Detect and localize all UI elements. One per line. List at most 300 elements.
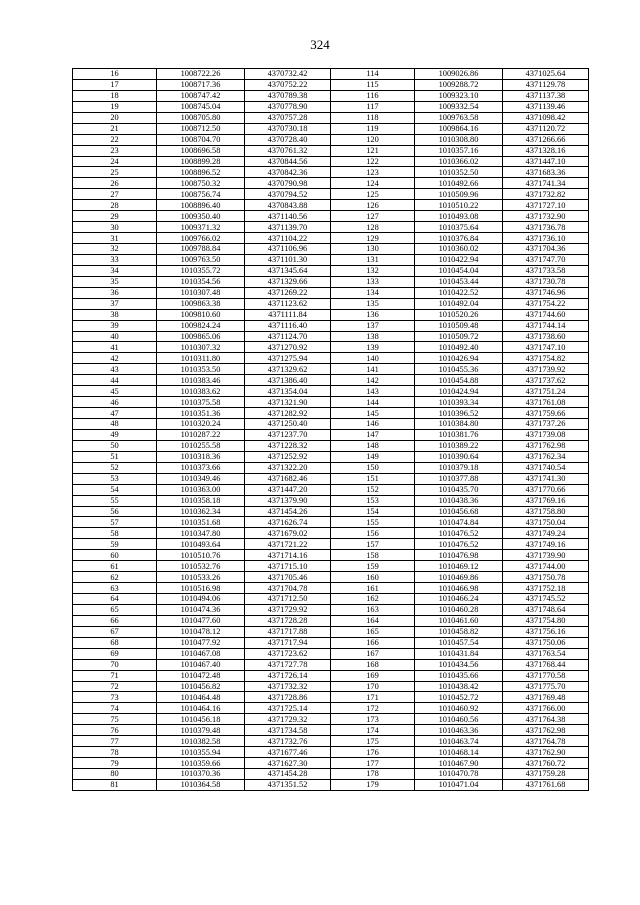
y-coordinate-right: 4371746.96 xyxy=(503,287,589,298)
x-coordinate-right: 1010474.84 xyxy=(415,517,503,528)
x-coordinate-left: 1010456.82 xyxy=(157,681,245,692)
y-coordinate-left: 4371717.94 xyxy=(245,637,331,648)
x-coordinate-left: 1010358.18 xyxy=(157,495,245,506)
y-coordinate-left: 4371715.10 xyxy=(245,561,331,572)
table-row xyxy=(73,714,589,725)
point-number-left: 40 xyxy=(73,331,157,342)
y-coordinate-left: 4371732.76 xyxy=(245,736,331,747)
x-coordinate-left: 1010320.24 xyxy=(157,419,245,430)
y-coordinate-left: 4370843.88 xyxy=(245,200,331,211)
y-coordinate-left: 4371454.28 xyxy=(245,769,331,780)
x-coordinate-left: 1010472.48 xyxy=(157,670,245,681)
y-coordinate-left: 4371734.58 xyxy=(245,725,331,736)
x-coordinate-left: 1010383.62 xyxy=(157,386,245,397)
x-coordinate-left: 1010354.56 xyxy=(157,276,245,287)
x-coordinate-right: 1010360.02 xyxy=(415,244,503,255)
point-number-left: 59 xyxy=(73,539,157,550)
x-coordinate-left: 1008899.28 xyxy=(157,156,245,167)
table-row xyxy=(73,222,589,233)
table-row xyxy=(73,517,589,528)
point-number-left: 73 xyxy=(73,692,157,703)
table-row xyxy=(73,615,589,626)
x-coordinate-left: 1008696.58 xyxy=(157,145,245,156)
table-row xyxy=(73,539,589,550)
point-number-left: 33 xyxy=(73,254,157,265)
y-coordinate-right: 4371683.36 xyxy=(503,167,589,178)
x-coordinate-right: 1010455.36 xyxy=(415,364,503,375)
x-coordinate-left: 1010287.22 xyxy=(157,429,245,440)
y-coordinate-left: 4370842.36 xyxy=(245,167,331,178)
x-coordinate-left: 1009766.02 xyxy=(157,233,245,244)
table-row xyxy=(73,419,589,430)
x-coordinate-right: 1010431.84 xyxy=(415,648,503,659)
y-coordinate-right: 4371769.48 xyxy=(503,692,589,703)
y-coordinate-left: 4371354.04 xyxy=(245,386,331,397)
x-coordinate-left: 1010351.68 xyxy=(157,517,245,528)
point-number-left: 41 xyxy=(73,342,157,353)
table-row xyxy=(73,69,589,80)
x-coordinate-right: 1009864.16 xyxy=(415,123,503,134)
x-coordinate-left: 1008722.26 xyxy=(157,69,245,80)
point-number-right: 151 xyxy=(331,473,415,484)
point-number-left: 23 xyxy=(73,145,157,156)
x-coordinate-left: 1010355.94 xyxy=(157,747,245,758)
point-number-left: 74 xyxy=(73,703,157,714)
y-coordinate-left: 4371275.94 xyxy=(245,353,331,364)
x-coordinate-right: 1010426.94 xyxy=(415,353,503,364)
point-number-right: 158 xyxy=(331,550,415,561)
point-number-right: 139 xyxy=(331,342,415,353)
point-number-left: 30 xyxy=(73,222,157,233)
x-coordinate-left: 1010355.72 xyxy=(157,265,245,276)
x-coordinate-right: 1010452.72 xyxy=(415,692,503,703)
point-number-right: 137 xyxy=(331,320,415,331)
y-coordinate-left: 4371714.16 xyxy=(245,550,331,561)
y-coordinate-right: 4371730.78 xyxy=(503,276,589,287)
x-coordinate-right: 1010469.12 xyxy=(415,561,503,572)
point-number-right: 174 xyxy=(331,725,415,736)
point-number-left: 43 xyxy=(73,364,157,375)
y-coordinate-left: 4370844.56 xyxy=(245,156,331,167)
y-coordinate-left: 4371626.74 xyxy=(245,517,331,528)
x-coordinate-right: 1009323.10 xyxy=(415,90,503,101)
table-row xyxy=(73,506,589,517)
point-number-right: 141 xyxy=(331,364,415,375)
x-coordinate-left: 1010347.80 xyxy=(157,528,245,539)
x-coordinate-right: 1010422.94 xyxy=(415,254,503,265)
x-coordinate-right: 1010493.08 xyxy=(415,211,503,222)
table-row xyxy=(73,276,589,287)
point-number-left: 65 xyxy=(73,604,157,615)
y-coordinate-right: 4371762.90 xyxy=(503,747,589,758)
y-coordinate-right: 4371752.18 xyxy=(503,583,589,594)
point-number-right: 135 xyxy=(331,298,415,309)
x-coordinate-left: 1010362.34 xyxy=(157,506,245,517)
y-coordinate-right: 4371770.66 xyxy=(503,484,589,495)
table-row xyxy=(73,648,589,659)
x-coordinate-left: 1010318.36 xyxy=(157,451,245,462)
point-number-right: 162 xyxy=(331,594,415,605)
point-number-left: 20 xyxy=(73,112,157,123)
y-coordinate-left: 4371721.22 xyxy=(245,539,331,550)
y-coordinate-left: 4370732.42 xyxy=(245,69,331,80)
point-number-right: 152 xyxy=(331,484,415,495)
y-coordinate-left: 4371679.02 xyxy=(245,528,331,539)
table-row xyxy=(73,626,589,637)
table-row xyxy=(73,747,589,758)
y-coordinate-right: 4371025.64 xyxy=(503,69,589,80)
point-number-left: 79 xyxy=(73,758,157,769)
point-number-right: 167 xyxy=(331,648,415,659)
y-coordinate-left: 4370761.32 xyxy=(245,145,331,156)
table-row xyxy=(73,79,589,90)
x-coordinate-left: 1010533.26 xyxy=(157,572,245,583)
y-coordinate-right: 4371759.28 xyxy=(503,769,589,780)
y-coordinate-left: 4371321.90 xyxy=(245,397,331,408)
x-coordinate-right: 1010476.98 xyxy=(415,550,503,561)
x-coordinate-left: 1010464.16 xyxy=(157,703,245,714)
point-number-left: 67 xyxy=(73,626,157,637)
y-coordinate-right: 4371120.72 xyxy=(503,123,589,134)
table-row xyxy=(73,550,589,561)
x-coordinate-right: 1010476.52 xyxy=(415,539,503,550)
table-row xyxy=(73,408,589,419)
point-number-right: 122 xyxy=(331,156,415,167)
point-number-left: 58 xyxy=(73,528,157,539)
x-coordinate-right: 1010466.98 xyxy=(415,583,503,594)
x-coordinate-right: 1010460.28 xyxy=(415,604,503,615)
y-coordinate-right: 4371763.54 xyxy=(503,648,589,659)
table-row xyxy=(73,287,589,298)
x-coordinate-left: 1010464.48 xyxy=(157,692,245,703)
y-coordinate-left: 4371282.92 xyxy=(245,408,331,419)
point-number-left: 54 xyxy=(73,484,157,495)
x-coordinate-left: 1009863.38 xyxy=(157,298,245,309)
y-coordinate-left: 4371454.26 xyxy=(245,506,331,517)
y-coordinate-left: 4371106.96 xyxy=(245,244,331,255)
y-coordinate-right: 4371704.36 xyxy=(503,244,589,255)
point-number-right: 145 xyxy=(331,408,415,419)
table-row xyxy=(73,156,589,167)
point-number-right: 117 xyxy=(331,101,415,112)
y-coordinate-left: 4371725.14 xyxy=(245,703,331,714)
y-coordinate-right: 4371758.80 xyxy=(503,506,589,517)
x-coordinate-left: 1010353.50 xyxy=(157,364,245,375)
table-row xyxy=(73,298,589,309)
y-coordinate-left: 4371111.84 xyxy=(245,309,331,320)
point-number-left: 72 xyxy=(73,681,157,692)
table-row xyxy=(73,112,589,123)
point-number-left: 56 xyxy=(73,506,157,517)
x-coordinate-left: 1010383.46 xyxy=(157,375,245,386)
point-number-right: 147 xyxy=(331,429,415,440)
x-coordinate-right: 1010352.50 xyxy=(415,167,503,178)
x-coordinate-left: 1010370.36 xyxy=(157,769,245,780)
y-coordinate-left: 4371270.92 xyxy=(245,342,331,353)
table-row xyxy=(73,375,589,386)
point-number-left: 21 xyxy=(73,123,157,134)
y-coordinate-right: 4371759.66 xyxy=(503,408,589,419)
x-coordinate-left: 1008745.04 xyxy=(157,101,245,112)
x-coordinate-right: 1010510.22 xyxy=(415,200,503,211)
x-coordinate-left: 1008712.50 xyxy=(157,123,245,134)
y-coordinate-left: 4371704.78 xyxy=(245,583,331,594)
x-coordinate-right: 1010434.56 xyxy=(415,659,503,670)
point-number-right: 170 xyxy=(331,681,415,692)
y-coordinate-right: 4371769.16 xyxy=(503,495,589,506)
x-coordinate-left: 1010349.46 xyxy=(157,473,245,484)
table-row xyxy=(73,331,589,342)
point-number-left: 35 xyxy=(73,276,157,287)
y-coordinate-left: 4371717.88 xyxy=(245,626,331,637)
x-coordinate-right: 1010396.52 xyxy=(415,408,503,419)
point-number-left: 76 xyxy=(73,725,157,736)
point-number-left: 71 xyxy=(73,670,157,681)
x-coordinate-left: 1009371.32 xyxy=(157,222,245,233)
y-coordinate-left: 4371269.22 xyxy=(245,287,331,298)
y-coordinate-left: 4371726.14 xyxy=(245,670,331,681)
x-coordinate-right: 1010454.88 xyxy=(415,375,503,386)
table-row xyxy=(73,101,589,112)
x-coordinate-left: 1010477.92 xyxy=(157,637,245,648)
table-row xyxy=(73,429,589,440)
x-coordinate-left: 1008704.70 xyxy=(157,134,245,145)
table-row xyxy=(73,484,589,495)
table-row xyxy=(73,561,589,572)
point-number-left: 60 xyxy=(73,550,157,561)
point-number-left: 47 xyxy=(73,408,157,419)
table-row xyxy=(73,244,589,255)
y-coordinate-left: 4371351.52 xyxy=(245,779,331,790)
point-number-right: 115 xyxy=(331,79,415,90)
table-row xyxy=(73,462,589,473)
table-row xyxy=(73,659,589,670)
x-coordinate-left: 1009788.84 xyxy=(157,244,245,255)
x-coordinate-left: 1008756.74 xyxy=(157,189,245,200)
y-coordinate-right: 4371733.58 xyxy=(503,265,589,276)
y-coordinate-right: 4371762.34 xyxy=(503,451,589,462)
x-coordinate-right: 1010463.36 xyxy=(415,725,503,736)
x-coordinate-right: 1010393.34 xyxy=(415,397,503,408)
y-coordinate-left: 4371140.56 xyxy=(245,211,331,222)
point-number-right: 175 xyxy=(331,736,415,747)
point-number-left: 75 xyxy=(73,714,157,725)
y-coordinate-right: 4371744.60 xyxy=(503,309,589,320)
x-coordinate-left: 1010467.08 xyxy=(157,648,245,659)
x-coordinate-right: 1010509.96 xyxy=(415,189,503,200)
x-coordinate-right: 1010377.88 xyxy=(415,473,503,484)
y-coordinate-right: 4371750.04 xyxy=(503,517,589,528)
y-coordinate-right: 4371750.06 xyxy=(503,637,589,648)
point-number-left: 53 xyxy=(73,473,157,484)
point-number-left: 49 xyxy=(73,429,157,440)
y-coordinate-left: 4371329.62 xyxy=(245,364,331,375)
page-number: 324 xyxy=(310,37,330,52)
y-coordinate-right: 4371739.08 xyxy=(503,429,589,440)
x-coordinate-right: 1010471.04 xyxy=(415,779,503,790)
x-coordinate-right: 1010468.14 xyxy=(415,747,503,758)
y-coordinate-right: 4371754.82 xyxy=(503,353,589,364)
y-coordinate-left: 4371329.66 xyxy=(245,276,331,287)
table-row xyxy=(73,779,589,790)
x-coordinate-left: 1010493.64 xyxy=(157,539,245,550)
table-row xyxy=(73,364,589,375)
y-coordinate-right: 4371727.10 xyxy=(503,200,589,211)
table-row xyxy=(73,495,589,506)
table-row xyxy=(73,265,589,276)
y-coordinate-right: 4371732.90 xyxy=(503,211,589,222)
x-coordinate-left: 1010478.12 xyxy=(157,626,245,637)
x-coordinate-right: 1010469.86 xyxy=(415,572,503,583)
x-coordinate-right: 1010384.80 xyxy=(415,419,503,430)
point-number-right: 178 xyxy=(331,769,415,780)
x-coordinate-right: 1010456.68 xyxy=(415,506,503,517)
x-coordinate-left: 1010359.66 xyxy=(157,758,245,769)
point-number-right: 166 xyxy=(331,637,415,648)
point-number-right: 142 xyxy=(331,375,415,386)
point-number-right: 120 xyxy=(331,134,415,145)
x-coordinate-right: 1010492.40 xyxy=(415,342,503,353)
point-number-right: 150 xyxy=(331,462,415,473)
x-coordinate-left: 1010474.36 xyxy=(157,604,245,615)
x-coordinate-right: 1010424.94 xyxy=(415,386,503,397)
x-coordinate-left: 1010311.80 xyxy=(157,353,245,364)
table-row xyxy=(73,769,589,780)
point-number-right: 157 xyxy=(331,539,415,550)
table-row xyxy=(73,320,589,331)
y-coordinate-right: 4371328.16 xyxy=(503,145,589,156)
point-number-right: 165 xyxy=(331,626,415,637)
point-number-right: 169 xyxy=(331,670,415,681)
x-coordinate-right: 1010458.82 xyxy=(415,626,503,637)
point-number-left: 64 xyxy=(73,594,157,605)
y-coordinate-right: 4371741.30 xyxy=(503,473,589,484)
table-row xyxy=(73,90,589,101)
x-coordinate-right: 1010492.04 xyxy=(415,298,503,309)
y-coordinate-right: 4371764.78 xyxy=(503,736,589,747)
table-row xyxy=(73,473,589,484)
y-coordinate-right: 4371129.78 xyxy=(503,79,589,90)
x-coordinate-right: 1010379.18 xyxy=(415,462,503,473)
y-coordinate-left: 4371228.32 xyxy=(245,440,331,451)
x-coordinate-right: 1010390.64 xyxy=(415,451,503,462)
point-number-right: 176 xyxy=(331,747,415,758)
x-coordinate-left: 1010351.36 xyxy=(157,408,245,419)
table-row xyxy=(73,386,589,397)
x-coordinate-right: 1010461.60 xyxy=(415,615,503,626)
point-number-right: 126 xyxy=(331,200,415,211)
y-coordinate-right: 4371770.58 xyxy=(503,670,589,681)
x-coordinate-left: 1010516.98 xyxy=(157,583,245,594)
y-coordinate-left: 4370778.90 xyxy=(245,101,331,112)
y-coordinate-right: 4371768.44 xyxy=(503,659,589,670)
x-coordinate-right: 1010457.54 xyxy=(415,637,503,648)
x-coordinate-left: 1010364.58 xyxy=(157,779,245,790)
x-coordinate-left: 1010379.48 xyxy=(157,725,245,736)
point-number-right: 132 xyxy=(331,265,415,276)
table-row xyxy=(73,440,589,451)
y-coordinate-right: 4371744.00 xyxy=(503,561,589,572)
x-coordinate-left: 1009824.24 xyxy=(157,320,245,331)
point-number-left: 25 xyxy=(73,167,157,178)
point-number-right: 123 xyxy=(331,167,415,178)
point-number-left: 57 xyxy=(73,517,157,528)
x-coordinate-right: 1010476.52 xyxy=(415,528,503,539)
x-coordinate-right: 1010389.22 xyxy=(415,440,503,451)
y-coordinate-left: 4371447.20 xyxy=(245,484,331,495)
y-coordinate-left: 4371123.62 xyxy=(245,298,331,309)
x-coordinate-right: 1009026.86 xyxy=(415,69,503,80)
point-number-left: 19 xyxy=(73,101,157,112)
table-row xyxy=(73,342,589,353)
x-coordinate-right: 1010492.66 xyxy=(415,178,503,189)
point-number-left: 70 xyxy=(73,659,157,670)
y-coordinate-right: 4371754.22 xyxy=(503,298,589,309)
x-coordinate-right: 1010467.90 xyxy=(415,758,503,769)
x-coordinate-right: 1009332.54 xyxy=(415,101,503,112)
point-number-right: 121 xyxy=(331,145,415,156)
point-number-right: 173 xyxy=(331,714,415,725)
point-number-right: 156 xyxy=(331,528,415,539)
table-row xyxy=(73,233,589,244)
point-number-right: 179 xyxy=(331,779,415,790)
point-number-right: 133 xyxy=(331,276,415,287)
y-coordinate-right: 4371762.98 xyxy=(503,440,589,451)
point-number-right: 163 xyxy=(331,604,415,615)
y-coordinate-right: 4371754.80 xyxy=(503,615,589,626)
point-number-right: 114 xyxy=(331,69,415,80)
table-row xyxy=(73,670,589,681)
y-coordinate-left: 4371728.28 xyxy=(245,615,331,626)
x-coordinate-right: 1010438.36 xyxy=(415,495,503,506)
x-coordinate-left: 1008747.42 xyxy=(157,90,245,101)
coordinates-table xyxy=(72,68,589,791)
table-row xyxy=(73,145,589,156)
table-row xyxy=(73,681,589,692)
table-row xyxy=(73,736,589,747)
y-coordinate-right: 4371738.60 xyxy=(503,331,589,342)
point-number-left: 80 xyxy=(73,769,157,780)
x-coordinate-left: 1010382.58 xyxy=(157,736,245,747)
y-coordinate-right: 4371266.66 xyxy=(503,134,589,145)
y-coordinate-right: 4371740.54 xyxy=(503,462,589,473)
point-number-left: 29 xyxy=(73,211,157,222)
point-number-left: 27 xyxy=(73,189,157,200)
x-coordinate-right: 1010381.76 xyxy=(415,429,503,440)
x-coordinate-left: 1008896.52 xyxy=(157,167,245,178)
table-row xyxy=(73,604,589,615)
y-coordinate-right: 4371749.16 xyxy=(503,539,589,550)
y-coordinate-left: 4371723.62 xyxy=(245,648,331,659)
y-coordinate-right: 4371737.26 xyxy=(503,419,589,430)
x-coordinate-left: 1008750.32 xyxy=(157,178,245,189)
y-coordinate-right: 4371739.92 xyxy=(503,364,589,375)
y-coordinate-right: 4371766.00 xyxy=(503,703,589,714)
table-row xyxy=(73,254,589,265)
x-coordinate-left: 1010467.40 xyxy=(157,659,245,670)
y-coordinate-right: 4371745.52 xyxy=(503,594,589,605)
x-coordinate-left: 1009763.50 xyxy=(157,254,245,265)
point-number-left: 81 xyxy=(73,779,157,790)
point-number-left: 37 xyxy=(73,298,157,309)
point-number-left: 77 xyxy=(73,736,157,747)
x-coordinate-right: 1010435.66 xyxy=(415,670,503,681)
x-coordinate-left: 1010456.18 xyxy=(157,714,245,725)
y-coordinate-right: 4371760.72 xyxy=(503,758,589,769)
x-coordinate-right: 1010509.48 xyxy=(415,320,503,331)
point-number-left: 18 xyxy=(73,90,157,101)
y-coordinate-right: 4371137.38 xyxy=(503,90,589,101)
